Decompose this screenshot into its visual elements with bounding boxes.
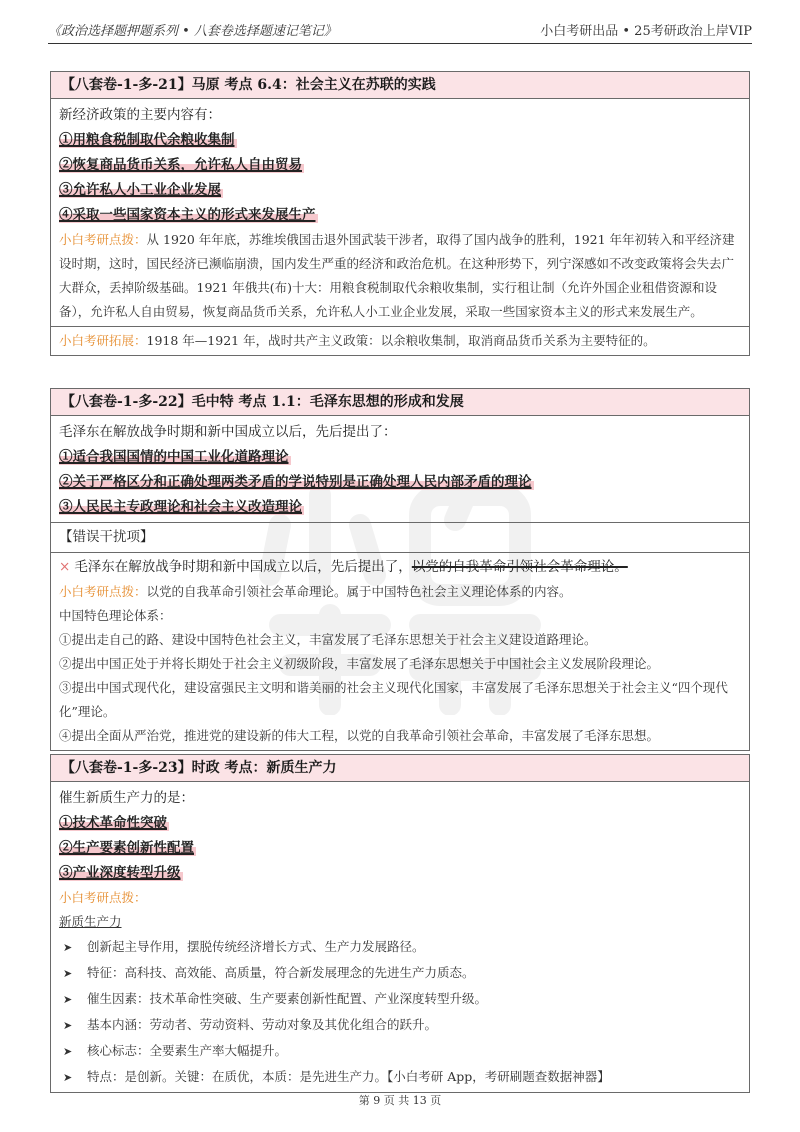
extension-note <box>51 326 749 353</box>
answer-item: ②恢复商品货币关系，允许私人自由贸易 <box>59 157 302 173</box>
tip-tag: 小白考研点拨： <box>59 890 147 905</box>
answer-item: ②关于严格区分和正确处理两类矛盾的学说特别是正确处理人民内部矛盾的理论 <box>59 474 532 490</box>
question-card-22 <box>50 388 750 751</box>
extension-text: 1918 年—1921 年，战时共产主义政策：以余粮收集制，取消商品货币关系为主要特征的。 <box>146 333 656 348</box>
page-header <box>48 14 752 44</box>
card-title: 【八套卷-1-多-22】毛中特 考点 1.1：毛泽东思想的形成和发展 <box>51 389 749 416</box>
tip-tag: 小白考研点拨： <box>59 584 147 599</box>
bullet-item: ➤ 特点：是创新。关键：在质优，本质：是先进生产力。【小白考研 App，考研刷题查数据神器】 <box>59 1064 741 1090</box>
answer-item: ①技术革命性突破 <box>59 815 167 831</box>
answer-item: ②生产要素创新性配置 <box>59 840 194 856</box>
tip-tag: 小白考研点拨： <box>59 232 147 247</box>
arrow-icon: ➤ <box>63 993 73 1006</box>
answer-item: ③允许私人小工业企业发展 <box>59 182 221 198</box>
arrow-icon: ➤ <box>63 941 73 954</box>
question-text: 新经济政策的主要内容有： <box>59 107 221 123</box>
header-left-title: 《政治选择题押题系列 • 八套卷选择题速记笔记》 <box>48 24 337 39</box>
bullet-item: ➤ 基本内涵：劳动者、劳动资料、劳动对象及其优化组合的跃升。 <box>59 1012 741 1038</box>
bullet-item: ➤ 核心标志：全要素生产率大幅提升。 <box>59 1038 741 1064</box>
distractor-line <box>51 552 749 580</box>
bullet-item: ➤ 创新起主导作用，摆脱传统经济增长方式、生产力发展路径。 <box>59 934 741 960</box>
arrow-icon: ➤ <box>63 1019 73 1032</box>
answer-item: ③产业深度转型升级 <box>59 865 181 881</box>
question-text: 催生新质生产力的是： <box>59 790 194 806</box>
page-footer: 第 9 页 共 13 页 <box>358 1094 442 1107</box>
answer-item: ①用粮食税制取代余粮收集制 <box>59 132 235 148</box>
answer-item: ④采取一些国家资本主义的形式来发展生产 <box>59 207 316 223</box>
question-card-21 <box>50 71 750 356</box>
card-title: 【八套卷-1-多-23】时政 考点：新质生产力 <box>51 755 749 782</box>
arrow-icon: ➤ <box>63 967 73 980</box>
tip-note <box>59 228 741 324</box>
question-text: 毛泽东在解放战争时期和新中国成立以后，先后提出了： <box>59 424 397 440</box>
sub-title: 新质生产力 <box>59 914 122 929</box>
bullet-item: ➤ 催生因素：技术革命性突破、生产要素创新性配置、产业深度转型升级。 <box>59 986 741 1012</box>
answer-item: ①适合我国国情的中国工业化道路理论 <box>59 449 289 465</box>
bullet-item: ➤ 特征：高科技、高效能、高质量，符合新发展理念的先进生产力质态。 <box>59 960 741 986</box>
system-point: ①提出走自己的路、建设中国特色社会主义，丰富发展了毛泽东思想关于社会主义建设道路理论。 <box>59 632 597 647</box>
system-point: ③提出中国式现代化，建设富强民主文明和谐美丽的社会主义现代化国家，丰富发展了毛泽东思想关于社会主义“四个现代化”理论。 <box>59 680 728 719</box>
cross-icon: × <box>59 559 71 575</box>
system-point: ④提出全面从严治党，推进党的建设新的伟大工程，以党的自我革命引领社会革命，丰富发展了毛泽东思想。 <box>59 728 660 743</box>
tip-note <box>59 886 741 910</box>
question-card-23 <box>50 754 750 1093</box>
card-title: 【八套卷-1-多-21】马原 考点 6.4：社会主义在苏联的实践 <box>51 72 749 99</box>
distractor-struck: 以党的自我革命引领社会革命理论。 <box>411 559 628 575</box>
system-title: 中国特色理论体系： <box>59 608 172 623</box>
arrow-icon: ➤ <box>63 1045 73 1058</box>
distractor-header: 【错误干扰项】 <box>51 522 749 550</box>
tip-note <box>59 580 741 604</box>
header-right-brand: 小白考研出品 • 25考研政治上岸VIP <box>540 24 752 39</box>
tip-text: 从 1920 年年底，苏维埃俄国击退外国武装干涉者，取得了国内战争的胜利，1921 年年初转入和平经济建设时期，这时，国民经济已濒临崩溃，国内发生严重的经济和政治危机。在这种形势下，列宁深感如不改变政策将会失去广大群众，丢掉阶级基础。1921 年俄共(布)十大：用粮食税制取代余粮收集制，实行租让制（允许外国企业租借资源和设备），允许私人自由贸易，恢复商品货币关系，允许私人小工业企业发展，采取一些国家资本主义的形式来发展生产。 <box>59 232 735 319</box>
system-point: ②提出中国正处于并将长期处于社会主义初级阶段，丰富发展了毛泽东思想关于中国社会主义发展阶段理论。 <box>59 656 660 671</box>
distractor-text: 毛泽东在解放战争时期和新中国成立以后，先后提出了， <box>74 559 412 575</box>
arrow-icon: ➤ <box>63 1071 73 1084</box>
answer-item: ③人民民主专政理论和社会主义改造理论 <box>59 499 302 515</box>
tip-text: 以党的自我革命引领社会革命理论。属于中国特色社会主义理论体系的内容。 <box>146 584 572 599</box>
extension-tag: 小白考研拓展： <box>59 333 147 348</box>
